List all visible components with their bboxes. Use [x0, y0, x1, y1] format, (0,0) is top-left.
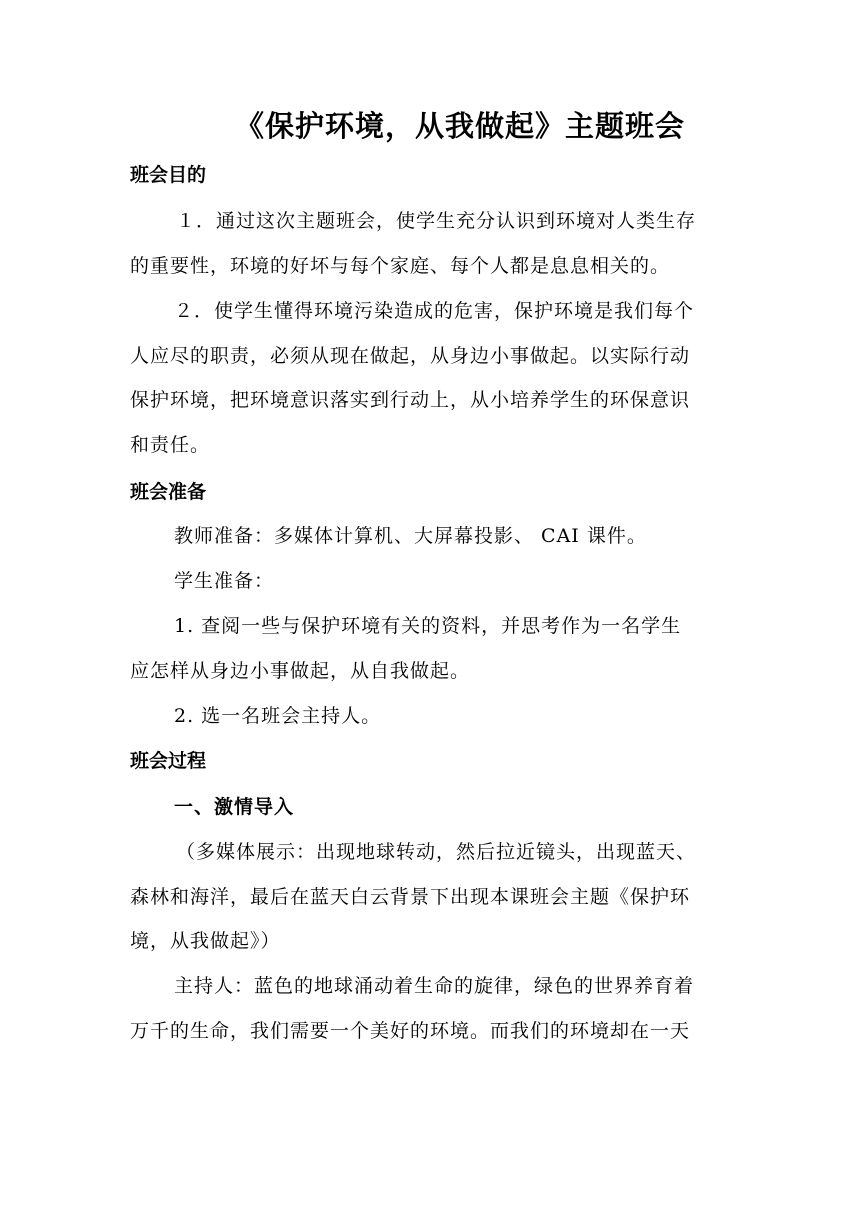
paragraph-line: 的重要性，环境的好坏与每个家庭、每个人都是息息相关的。 — [130, 255, 671, 277]
paragraph-line: 1. 查阅一些与保护环境有关的资料，并思考作为一名学生 — [174, 615, 682, 637]
paragraph-line: ２．使学生懂得环境污染造成的危害，保护环境是我们每个 — [174, 300, 695, 322]
paragraph-line: 和责任。 — [130, 434, 211, 456]
subsection-heading: 一、激情导入 — [174, 796, 295, 818]
paragraph-line: （多媒体展示：出现地球转动，然后拉近镜头，出现蓝天、 — [176, 841, 697, 863]
document-title: 《保护环境，从我做起》主题班会 — [235, 109, 686, 143]
section-heading-process: 班会过程 — [130, 750, 207, 772]
paragraph-line: 保护环境，把环境意识落实到行动上，从小培养学生的环保意识 — [130, 389, 691, 411]
paragraph-line: 境，从我做起》） — [130, 930, 281, 952]
paragraph-line: 主持人：蓝色的地球涌动着生命的旋律，绿色的世界养育着 — [174, 975, 695, 997]
paragraph-line: 万千的生命，我们需要一个美好的环境。而我们的环境却在一天 — [130, 1020, 691, 1042]
section-heading-purpose: 班会目的 — [130, 164, 207, 186]
paragraph-line: 森林和海洋，最后在蓝天白云背景下出现本课班会主题《保护环 — [130, 886, 691, 908]
paragraph-line: 教师准备：多媒体计算机、大屏幕投影、 CAI 课件。 — [174, 525, 647, 547]
section-heading-preparation: 班会准备 — [130, 481, 207, 503]
paragraph-line: 学生准备： — [174, 570, 275, 592]
paragraph-line: 人应尽的职责，必须从现在做起，从身边小事做起。以实际行动 — [130, 345, 691, 367]
paragraph-line: 2. 选一名班会主持人。 — [174, 705, 382, 727]
paragraph-line: １．通过这次主题班会，使学生充分认识到环境对人类生存 — [176, 210, 697, 232]
paragraph-line: 应怎样从身边小事做起，从自我做起。 — [130, 660, 471, 682]
